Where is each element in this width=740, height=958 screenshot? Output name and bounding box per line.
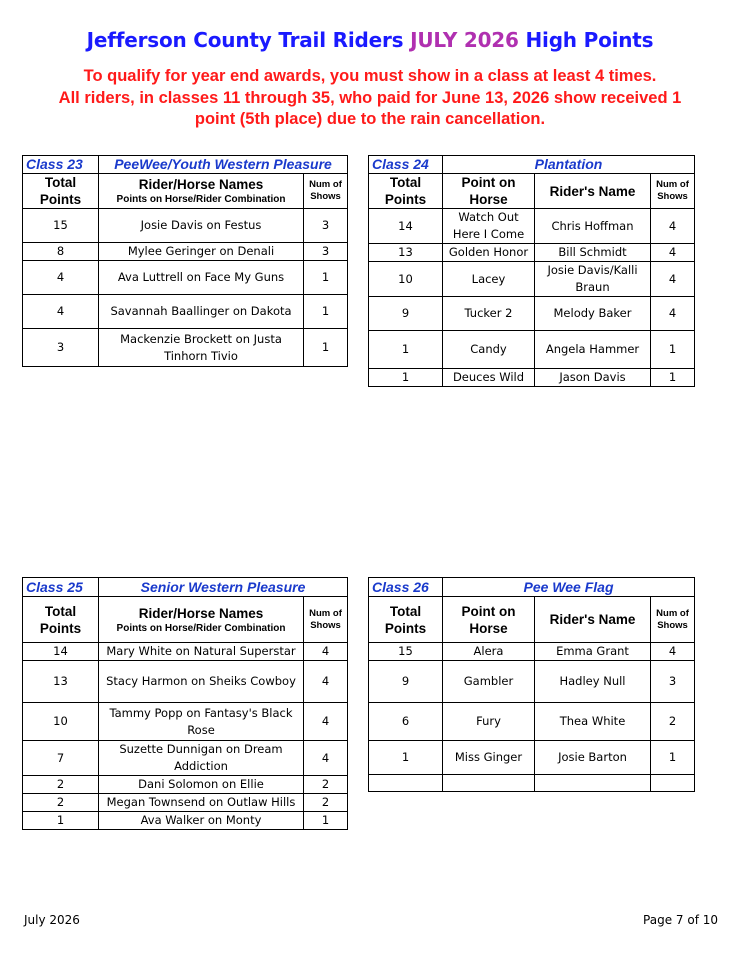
shows-cell: 3 — [304, 243, 348, 261]
horse-cell: Lacey — [443, 262, 535, 297]
table-row — [23, 661, 348, 703]
horse-cell: Deuces Wild — [443, 369, 535, 387]
shows-cell: 1 — [651, 369, 695, 387]
table-row — [369, 244, 695, 262]
horse-cell: Alera — [443, 643, 535, 661]
horse-cell: Gambler — [443, 661, 535, 703]
points-cell: 10 — [23, 703, 99, 741]
class-26-table — [368, 577, 695, 792]
rider-horse-cell: Savannah Baallinger on Dakota — [99, 295, 304, 329]
points-cell: 10 — [369, 262, 443, 297]
horse-cell: Fury — [443, 703, 535, 741]
class-label: Class 25 — [23, 578, 99, 597]
shows-cell: 2 — [651, 703, 695, 741]
horse-cell: Watch Out Here I Come — [443, 209, 535, 244]
empty-row — [369, 775, 695, 792]
col-num-shows: Num of Shows — [304, 597, 348, 643]
shows-cell: 1 — [304, 812, 348, 830]
shows-cell: 1 — [304, 295, 348, 329]
points-cell: 14 — [23, 643, 99, 661]
col-total-points: Total Points — [23, 174, 99, 209]
shows-cell: 4 — [304, 703, 348, 741]
class-name: Pee Wee Flag — [443, 578, 695, 597]
shows-cell: 4 — [651, 262, 695, 297]
col-point-on-horse: Point on Horse — [443, 597, 535, 643]
points-cell: 14 — [369, 209, 443, 244]
shows-cell: 1 — [304, 329, 348, 367]
rider-horse-cell: Ava Walker on Monty — [99, 812, 304, 830]
table-row — [369, 661, 695, 703]
col-names-sub: Points on Horse/Rider Combination — [116, 194, 286, 205]
col-names-label: Rider/Horse Names — [138, 605, 264, 621]
class-25-table — [22, 577, 348, 830]
rider-horse-cell: Mylee Geringer on Denali — [99, 243, 304, 261]
points-cell: 1 — [369, 741, 443, 775]
notice-line-3: point (5th place) due to the rain cancellation. — [194, 110, 546, 128]
col-names-sub: Points on Horse/Rider Combination — [116, 622, 286, 634]
col-num-shows: Num of Shows — [651, 597, 695, 643]
horse-cell: Candy — [443, 331, 535, 369]
points-cell: 2 — [23, 776, 99, 794]
class-label: Class 24 — [369, 156, 443, 174]
points-cell: 9 — [369, 661, 443, 703]
points-cell: 13 — [369, 244, 443, 262]
rider-cell: Josie Barton — [535, 741, 651, 775]
shows-cell: 4 — [304, 643, 348, 661]
table-row — [23, 776, 348, 794]
empty-cell — [369, 775, 443, 792]
table-row — [23, 703, 348, 741]
points-cell: 1 — [369, 331, 443, 369]
shows-cell: 1 — [304, 261, 348, 295]
rider-cell: Thea White — [535, 703, 651, 741]
table-row — [369, 741, 695, 775]
points-cell: 4 — [23, 261, 99, 295]
table-row — [23, 812, 348, 830]
class-label: Class 23 — [23, 156, 99, 174]
col-riders-name: Rider's Name — [535, 174, 651, 209]
col-total-points: Total Points — [369, 597, 443, 643]
points-cell: 4 — [23, 295, 99, 329]
rider-horse-cell: Stacy Harmon on Sheiks Cowboy — [99, 661, 304, 703]
shows-cell: 3 — [651, 661, 695, 703]
rider-horse-cell: Ava Luttrell on Face My Guns — [99, 261, 304, 295]
shows-cell: 2 — [304, 776, 348, 794]
points-cell: 15 — [369, 643, 443, 661]
points-cell: 8 — [23, 243, 99, 261]
rider-horse-cell: Mary White on Natural Superstar — [99, 643, 304, 661]
shows-cell: 4 — [651, 297, 695, 331]
shows-cell: 4 — [651, 643, 695, 661]
class-24-table — [368, 155, 695, 387]
points-cell: 6 — [369, 703, 443, 741]
empty-cell — [535, 775, 651, 792]
rider-horse-cell: Megan Townsend on Outlaw Hills — [99, 794, 304, 812]
footer-page-number: Page 7 of 10 — [643, 913, 718, 927]
col-point-on-horse: Point on Horse — [443, 174, 535, 209]
empty-cell — [443, 775, 535, 792]
rider-cell: Melody Baker — [535, 297, 651, 331]
table-row — [23, 243, 348, 261]
col-riders-name: Rider's Name — [535, 597, 651, 643]
rider-horse-cell: Josie Davis on Festus — [99, 209, 304, 243]
page-title — [0, 28, 740, 52]
table-row — [369, 262, 695, 297]
col-num-shows: Num of Shows — [651, 174, 695, 209]
title-month: JULY 2026 — [410, 28, 519, 52]
qualification-notice — [20, 66, 720, 131]
points-cell: 1 — [23, 812, 99, 830]
rider-cell: Angela Hammer — [535, 331, 651, 369]
rider-cell: Hadley Null — [535, 661, 651, 703]
shows-cell: 2 — [304, 794, 348, 812]
notice-line-2: All riders, in classes 11 through 35, who paid for June 13, 2026 show received 1 — [58, 88, 682, 107]
table-row — [369, 331, 695, 369]
rider-horse-cell: Suzette Dunnigan on Dream Addiction — [99, 741, 304, 776]
table-row — [23, 295, 348, 329]
shows-cell: 4 — [304, 741, 348, 776]
class-name: Plantation — [443, 156, 695, 174]
table-row — [23, 209, 348, 243]
table-row — [23, 329, 348, 367]
rider-horse-cell: Tammy Popp on Fantasy's Black Rose — [99, 703, 304, 741]
horse-cell: Golden Honor — [443, 244, 535, 262]
col-num-shows: Num of Shows — [304, 174, 348, 209]
table-row — [369, 297, 695, 331]
points-cell: 2 — [23, 794, 99, 812]
table-row — [23, 643, 348, 661]
empty-cell — [651, 775, 695, 792]
class-label: Class 26 — [369, 578, 443, 597]
col-total-points: Total Points — [23, 597, 99, 643]
table-row — [369, 369, 695, 387]
points-cell: 3 — [23, 329, 99, 367]
table-row — [369, 703, 695, 741]
table-row — [23, 794, 348, 812]
rider-cell: Jason Davis — [535, 369, 651, 387]
footer-date: July 2026 — [24, 913, 80, 927]
class-name: Senior Western Pleasure — [99, 578, 348, 597]
shows-cell: 1 — [651, 331, 695, 369]
shows-cell: 4 — [304, 661, 348, 703]
title-main: Jefferson County Trail Riders — [86, 28, 404, 52]
table-row — [369, 209, 695, 244]
points-cell: 1 — [369, 369, 443, 387]
rider-horse-cell: Dani Solomon on Ellie — [99, 776, 304, 794]
points-cell: 15 — [23, 209, 99, 243]
table-row — [369, 643, 695, 661]
col-names-label: Rider/Horse Names — [138, 177, 264, 192]
table-row — [23, 261, 348, 295]
col-rider-horse-names — [99, 597, 304, 643]
col-rider-horse-names — [99, 174, 304, 209]
points-cell: 7 — [23, 741, 99, 776]
rider-cell: Josie Davis/Kalli Braun — [535, 262, 651, 297]
shows-cell: 3 — [304, 209, 348, 243]
horse-cell: Miss Ginger — [443, 741, 535, 775]
col-total-points: Total Points — [369, 174, 443, 209]
rider-cell: Chris Hoffman — [535, 209, 651, 244]
title-suffix: High Points — [525, 28, 654, 52]
shows-cell: 4 — [651, 244, 695, 262]
notice-line-1: To qualify for year end awards, you must show in a class at least 4 times. — [83, 67, 657, 85]
table-row — [23, 741, 348, 776]
shows-cell: 1 — [651, 741, 695, 775]
rider-cell: Bill Schmidt — [535, 244, 651, 262]
rider-cell: Emma Grant — [535, 643, 651, 661]
class-23-table — [22, 155, 348, 367]
horse-cell: Tucker 2 — [443, 297, 535, 331]
class-name: PeeWee/Youth Western Pleasure — [99, 156, 348, 174]
points-cell: 13 — [23, 661, 99, 703]
points-cell: 9 — [369, 297, 443, 331]
shows-cell: 4 — [651, 209, 695, 244]
rider-horse-cell: Mackenzie Brockett on Justa Tinhorn Tivio — [99, 329, 304, 367]
